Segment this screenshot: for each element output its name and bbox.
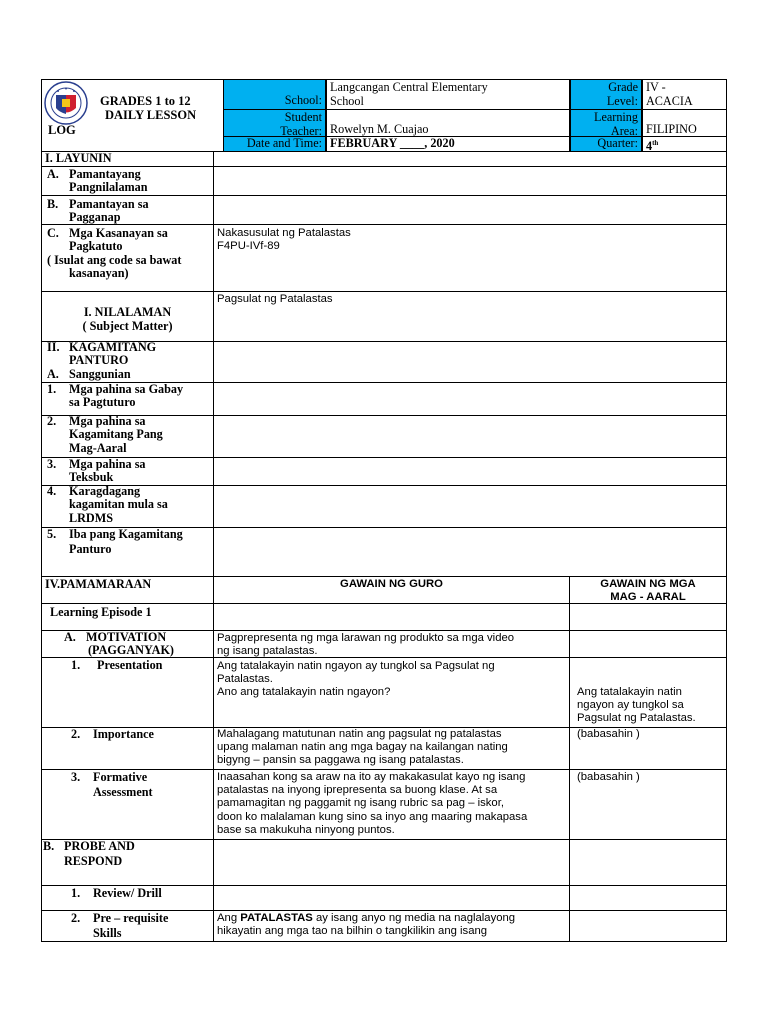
pamantayan-sa-pagganap-label: B. Pamantayan sa Pagganap — [41, 195, 214, 225]
layunin-heading: I. LAYUNIN — [41, 151, 214, 167]
pamamaraan-heading: IV.PAMAMARAAN — [41, 576, 214, 604]
presentation-guro: Ang tatalakayin natin ngayon ay tungkol sa Pagsulat ng Patalastas. Ano ang tatalakayin natin ngayon? — [213, 657, 570, 728]
quarter-value: 4th — [642, 136, 727, 152]
importance-label: 2. Importance — [41, 727, 214, 770]
school-label: School: — [223, 79, 326, 110]
kagamitang-panturo-value — [213, 341, 727, 383]
kasanayan-label: C. Mga Kasanayan sa Pagkatuto ( Isulat ang code sa bawat kasanayan) — [41, 224, 214, 292]
pamantayang-pangnilalaman-value — [213, 166, 727, 196]
grade-label: Grade Level: — [570, 79, 642, 110]
lrdms-label: 4. Karagdagang kagamitan mula sa LRDMS — [41, 485, 214, 528]
gawain-mag-aaral-heading: GAWAIN NG MGA MAG - AARAL — [569, 576, 727, 604]
learning-episode-mag-aaral — [569, 603, 727, 631]
review-drill-mag-aaral — [569, 885, 727, 911]
formative-assessment-label: 3. Formative Assessment — [41, 769, 214, 840]
pamantayan-sa-pagganap-value — [213, 195, 727, 225]
date-time-label: Date and Time: — [223, 136, 326, 152]
importance-mag-aaral: (babasahin ) — [569, 727, 727, 770]
probe-respond-guro — [213, 839, 570, 886]
header-title-line3: LOG — [48, 123, 76, 137]
iba-pang-kagamitan-label: 5. Iba pang Kagamitang Panturo — [41, 527, 214, 577]
gabay-pahina-value — [213, 382, 727, 416]
learning-episode-label: Learning Episode 1 — [41, 603, 214, 631]
school-value: Langcangan Central Elementary School — [326, 79, 570, 110]
motivation-guro: Pagprepresenta ng mga larawan ng produkto sa mga video ng isang patalastas. — [213, 630, 570, 658]
kagamitang-mag-aaral-value — [213, 415, 727, 458]
pre-requisite-guro: Ang PATALASTAS ay isang anyo ng media na naglalayong hikayatin ang mga tao na bilhin o tangkilikin ang isang — [213, 910, 570, 942]
formative-assessment-mag-aaral: (babasahin ) — [569, 769, 727, 840]
teksbuk-value — [213, 457, 727, 486]
header-title-line2: DAILY LESSON — [105, 108, 197, 122]
gawain-guro-heading: GAWAIN NG GURO — [213, 576, 570, 604]
kagamitang-panturo-label: II. KAGAMITANG PANTURO A. Sanggunian — [41, 341, 214, 383]
nilalaman-label: I. NILALAMAN ( Subject Matter) — [41, 291, 214, 342]
motivation-mag-aaral — [569, 630, 727, 658]
nilalaman-value: Pagsulat ng Patalastas — [213, 291, 727, 342]
learning-area-label: Learning Area: — [570, 109, 642, 137]
importance-guro: Mahalagang matutunan natin ang pagsulat ng patalastas upang malaman natin ang mga bagay na kailangan nating bigyng – pansin sa paggawa ng isang patalastas. — [213, 727, 570, 770]
date-time-value: FEBRUARY ____, 2020 — [326, 136, 570, 152]
formative-assessment-guro: Inaasahan kong sa araw na ito ay makakasulat kayo ng isang patalastas na inyong iprepresenta sa buong klase. At sa pamamagitan ng paggamit ng isang rubric sa pag – iskor, doon ko malalaman kung sino sa inyo ang maaring makapasa base sa makukuha ninyong puntos. — [213, 769, 570, 840]
layunin-value — [213, 151, 727, 167]
learning-area-value: FILIPINO — [642, 109, 727, 137]
review-drill-guro — [213, 885, 570, 911]
student-teacher-value: Rowelyn M. Cuajao — [326, 109, 570, 137]
presentation-mag-aaral: Ang tatalakayin natin ngayon ay tungkol sa Pagsulat ng Patalastas. — [569, 657, 727, 728]
iba-pang-kagamitan-value — [213, 527, 727, 577]
gabay-pahina-label: 1. Mga pahina sa Gabay sa Pagtuturo — [41, 382, 214, 416]
probe-respond-label: B. PROBE AND RESPOND — [41, 839, 214, 886]
pre-requisite-label: 2. Pre – requisite Skills — [41, 910, 214, 942]
header-title-line1: GRADES 1 to 12 — [100, 94, 191, 108]
kagamitang-mag-aaral-label: 2. Mga pahina sa Kagamitang Pang Mag-Aaral — [41, 415, 214, 458]
lrdms-value — [213, 485, 727, 528]
teksbuk-label: 3. Mga pahina sa Teksbuk — [41, 457, 214, 486]
presentation-label: 1. Presentation — [41, 657, 214, 728]
motivation-label: A. MOTIVATION (PAGGANYAK) — [41, 630, 214, 658]
grade-value: IV - ACACIA — [642, 79, 727, 110]
quarter-label: Quarter: — [570, 136, 642, 152]
learning-episode-guro — [213, 603, 570, 631]
pre-requisite-mag-aaral — [569, 910, 727, 942]
kasanayan-value: Nakasusulat ng Patalastas F4PU-IVf-89 — [213, 224, 727, 292]
student-teacher-label: Student Teacher: — [223, 109, 326, 137]
review-drill-label: 1. Review/ Drill — [41, 885, 214, 911]
probe-respond-mag-aaral — [569, 839, 727, 886]
deped-seal-logo — [44, 81, 88, 125]
pamantayang-pangnilalaman-label: A. Pamantayang Pangnilalaman — [41, 166, 214, 196]
